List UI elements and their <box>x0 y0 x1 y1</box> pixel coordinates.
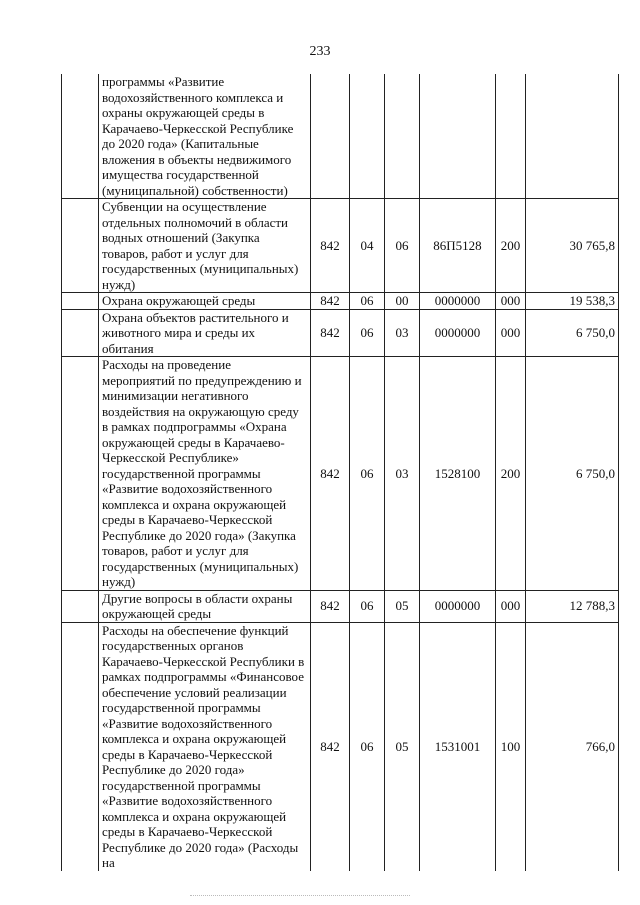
target-article: 0000000 <box>420 293 496 310</box>
row-number-cell <box>62 357 99 591</box>
page-number: 233 <box>309 44 331 59</box>
amount <box>526 74 619 199</box>
section-code: 06 <box>350 590 385 622</box>
subsection-code: 03 <box>385 309 420 357</box>
expense-type: 200 <box>496 199 526 293</box>
section-code <box>350 74 385 199</box>
section-code: 06 <box>350 293 385 310</box>
row-number-cell <box>62 309 99 357</box>
subsection-code <box>385 74 420 199</box>
table-row <box>62 199 619 293</box>
row-number-cell <box>62 199 99 293</box>
amount: 6 750,0 <box>526 357 619 591</box>
section-code: 06 <box>350 622 385 871</box>
target-article: 0000000 <box>420 590 496 622</box>
table-row <box>62 590 619 622</box>
ministry-code: 842 <box>311 357 350 591</box>
table-row <box>62 293 619 310</box>
expense-type: 000 <box>496 309 526 357</box>
target-article: 0000000 <box>420 309 496 357</box>
budget-table <box>61 74 619 871</box>
amount: 12 788,3 <box>526 590 619 622</box>
table-row <box>62 357 619 591</box>
section-code: 06 <box>350 357 385 591</box>
subsection-code: 05 <box>385 590 420 622</box>
section-code: 06 <box>350 309 385 357</box>
ministry-code: 842 <box>311 309 350 357</box>
subsection-code: 00 <box>385 293 420 310</box>
target-article: 1531001 <box>420 622 496 871</box>
amount: 766,0 <box>526 622 619 871</box>
row-name: программы «Развитие водохозяйственного комплекса и охраны окружающей среды в Карачаево-Черкесской Республике до 2020 года» (Капитальные вложения в объекты недвижимого имущества государственной (муниципальной) собственности) <box>99 74 311 199</box>
subsection-code: 03 <box>385 357 420 591</box>
row-name: Охрана окружающей среды <box>99 293 311 310</box>
expense-type: 200 <box>496 357 526 591</box>
row-name: Другие вопросы в области охраны окружающей среды <box>99 590 311 622</box>
target-article <box>420 74 496 199</box>
subsection-code: 06 <box>385 199 420 293</box>
section-code: 04 <box>350 199 385 293</box>
target-article: 86П5128 <box>420 199 496 293</box>
amount: 30 765,8 <box>526 199 619 293</box>
expense-type <box>496 74 526 199</box>
row-name: Расходы на проведение мероприятий по предупреждению и минимизации негативного воздействия на окружающую среду в рамках подпрограммы «Охрана окружающей среды в Карачаево-Черкесской Республике» государственной программы «Развитие водохозяйственного комплекса и охрана окружающей среды в Карачаево-Черкесской Республике до 2020 года» (Закупка товаров, работ и услуг для государственных (муниципальных) нужд) <box>99 357 311 591</box>
row-number-cell <box>62 622 99 871</box>
table-row <box>62 74 619 199</box>
subsection-code: 05 <box>385 622 420 871</box>
row-name: Субвенции на осуществление отдельных полномочий в области водных отношений (Закупка товаров, работ и услуг для государственных (муниципальных) нужд) <box>99 199 311 293</box>
amount: 6 750,0 <box>526 309 619 357</box>
row-number-cell <box>62 590 99 622</box>
ministry-code: 842 <box>311 590 350 622</box>
ministry-code <box>311 74 350 199</box>
ministry-code: 842 <box>311 199 350 293</box>
row-number-cell <box>62 74 99 199</box>
row-number-cell <box>62 293 99 310</box>
target-article: 1528100 <box>420 357 496 591</box>
expense-type: 000 <box>496 590 526 622</box>
ministry-code: 842 <box>311 622 350 871</box>
row-name: Охрана объектов растительного и животного мира и среды их обитания <box>99 309 311 357</box>
row-name: Расходы на обеспечение функций государственных органов Карачаево-Черкесской Республики в рамках подпрограммы «Финансовое обеспечение условий реализации государственной программы «Развитие водохозяйственного комплекса и охрана окружающей среды в Карачаево-Черкесской Республике до 2020 года» государственной программы «Развитие водохозяйственного комплекса и охрана окружающей среды в Карачаево-Черкесской Республике до 2020 года» (Расходы на <box>99 622 311 871</box>
scan-artifact-line <box>190 895 410 896</box>
table-row <box>62 622 619 871</box>
amount: 19 538,3 <box>526 293 619 310</box>
ministry-code: 842 <box>311 293 350 310</box>
expense-type: 000 <box>496 293 526 310</box>
table-row <box>62 309 619 357</box>
expense-type: 100 <box>496 622 526 871</box>
